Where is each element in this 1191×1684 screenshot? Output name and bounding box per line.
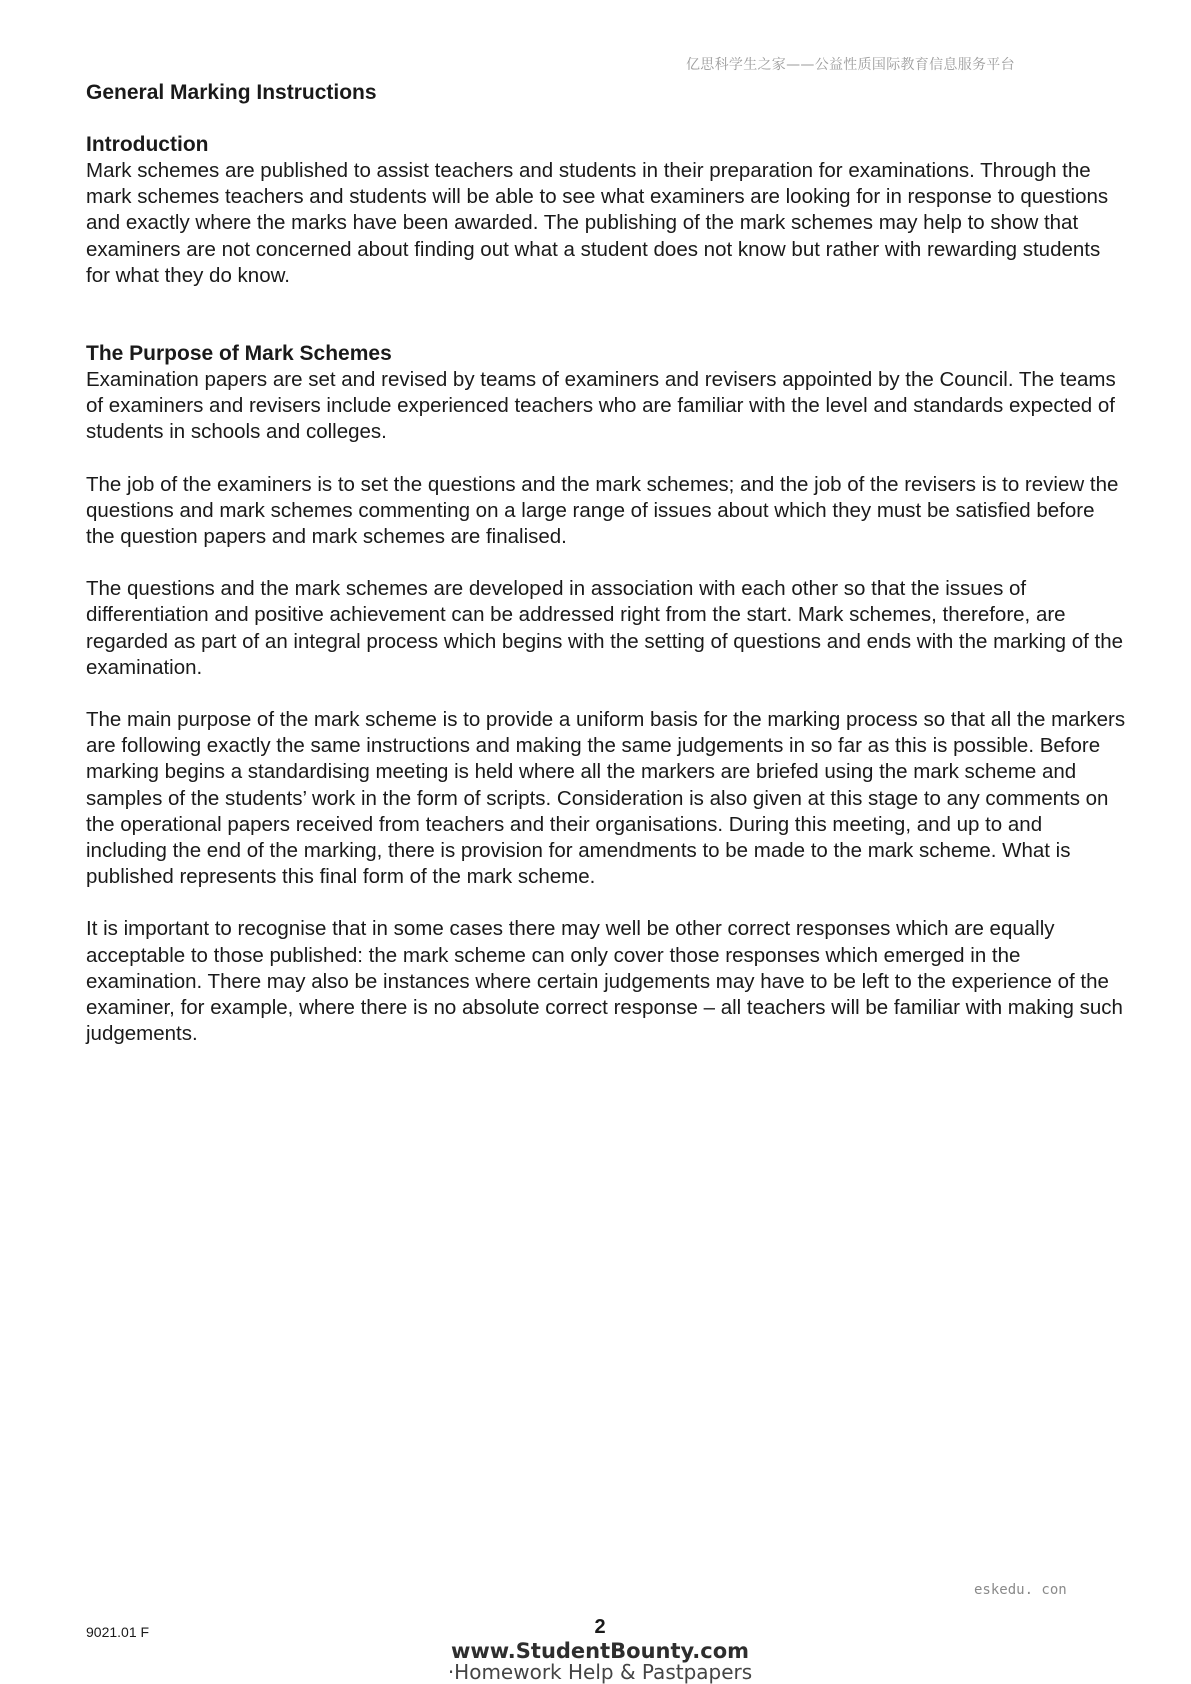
section-heading: The Purpose of Mark Schemes [86,342,392,366]
logo-tagline-text: ·Homework Help & Pastpapers [447,1660,753,1684]
paragraph: The main purpose of the mark scheme is to provide a uniform basis for the marking process so that all the markers are following exactly the same instructions and making the same judgements in so far as this is possible. Before marking begins a standardising meeting is held where all the markers are briefed using the mark scheme and samples of the students’ work in the form of scripts. Consideration is also given at this stage to any comments on the operational papers received from teachers and their organisations. During this meeting, and up to and including the end of the marking, there is provision for amendments to be made to the mark scheme. What is published represents this final form of the mark scheme. [86,708,1126,889]
paragraph: The job of the examiners is to set the questions and the mark schemes; and the job of the revisers is to review the questions and mark schemes commenting on a large range of issues about which they must be satisfied before the question papers and mark schemes are finalised. [86,472,1119,549]
paragraph: Examination papers are set and revised by teams of examiners and revisers appointed by the Council. The teams of examiners and revisers include experienced teachers who are familiar with the level and standards expected of students in schools and colleges. [86,368,1116,444]
paragraph: The questions and the mark schemes are developed in association with each other so that the issues of differentiation and positive achievement can be addressed right from the start. Mark schemes, therefore, are regarded as part of an integral process which begins with the setting of questions and ends with the marking of the examination. [86,577,1124,679]
section-introduction [86,132,1126,289]
footer-watermark: eskedu. con [974,1582,1067,1598]
header-watermark: 亿思科学生之家——公益性质国际教育信息服务平台 [686,57,1015,73]
document-body [86,80,1126,1047]
paragraph: Mark schemes are published to assist teachers and students in their preparation for examinations. Through the mark schemes teachers and students will be able to see what examiners are looking for in response to questions and exactly where the marks have been awarded. The publishing of the mark schemes may help to show that examiners are not concerned about finding out what a student does not know but rather with rewarding students for what they do know. [86,159,1109,287]
document-title: General Marking Instructions [86,81,377,104]
section-heading: Introduction [86,133,209,156]
paragraph: It is important to recognise that in some cases there may well be other correct responses which are equally acceptable to those published: the mark scheme can only cover those responses which emerged in the examination. There may also be instances where certain judgements may have to be left to the experience of the examiner, for example, where there is no absolute correct response – all teachers will be familiar with making such judgements. [86,917,1123,1046]
section-purpose-of-mark-schemes [86,341,1126,1047]
studentbounty-logo [440,1641,760,1683]
document-code: 9021.01 F [86,1624,150,1640]
logo-url-text: www.StudentBounty.com [450,1639,750,1663]
page-number: 2 [594,1616,606,1638]
